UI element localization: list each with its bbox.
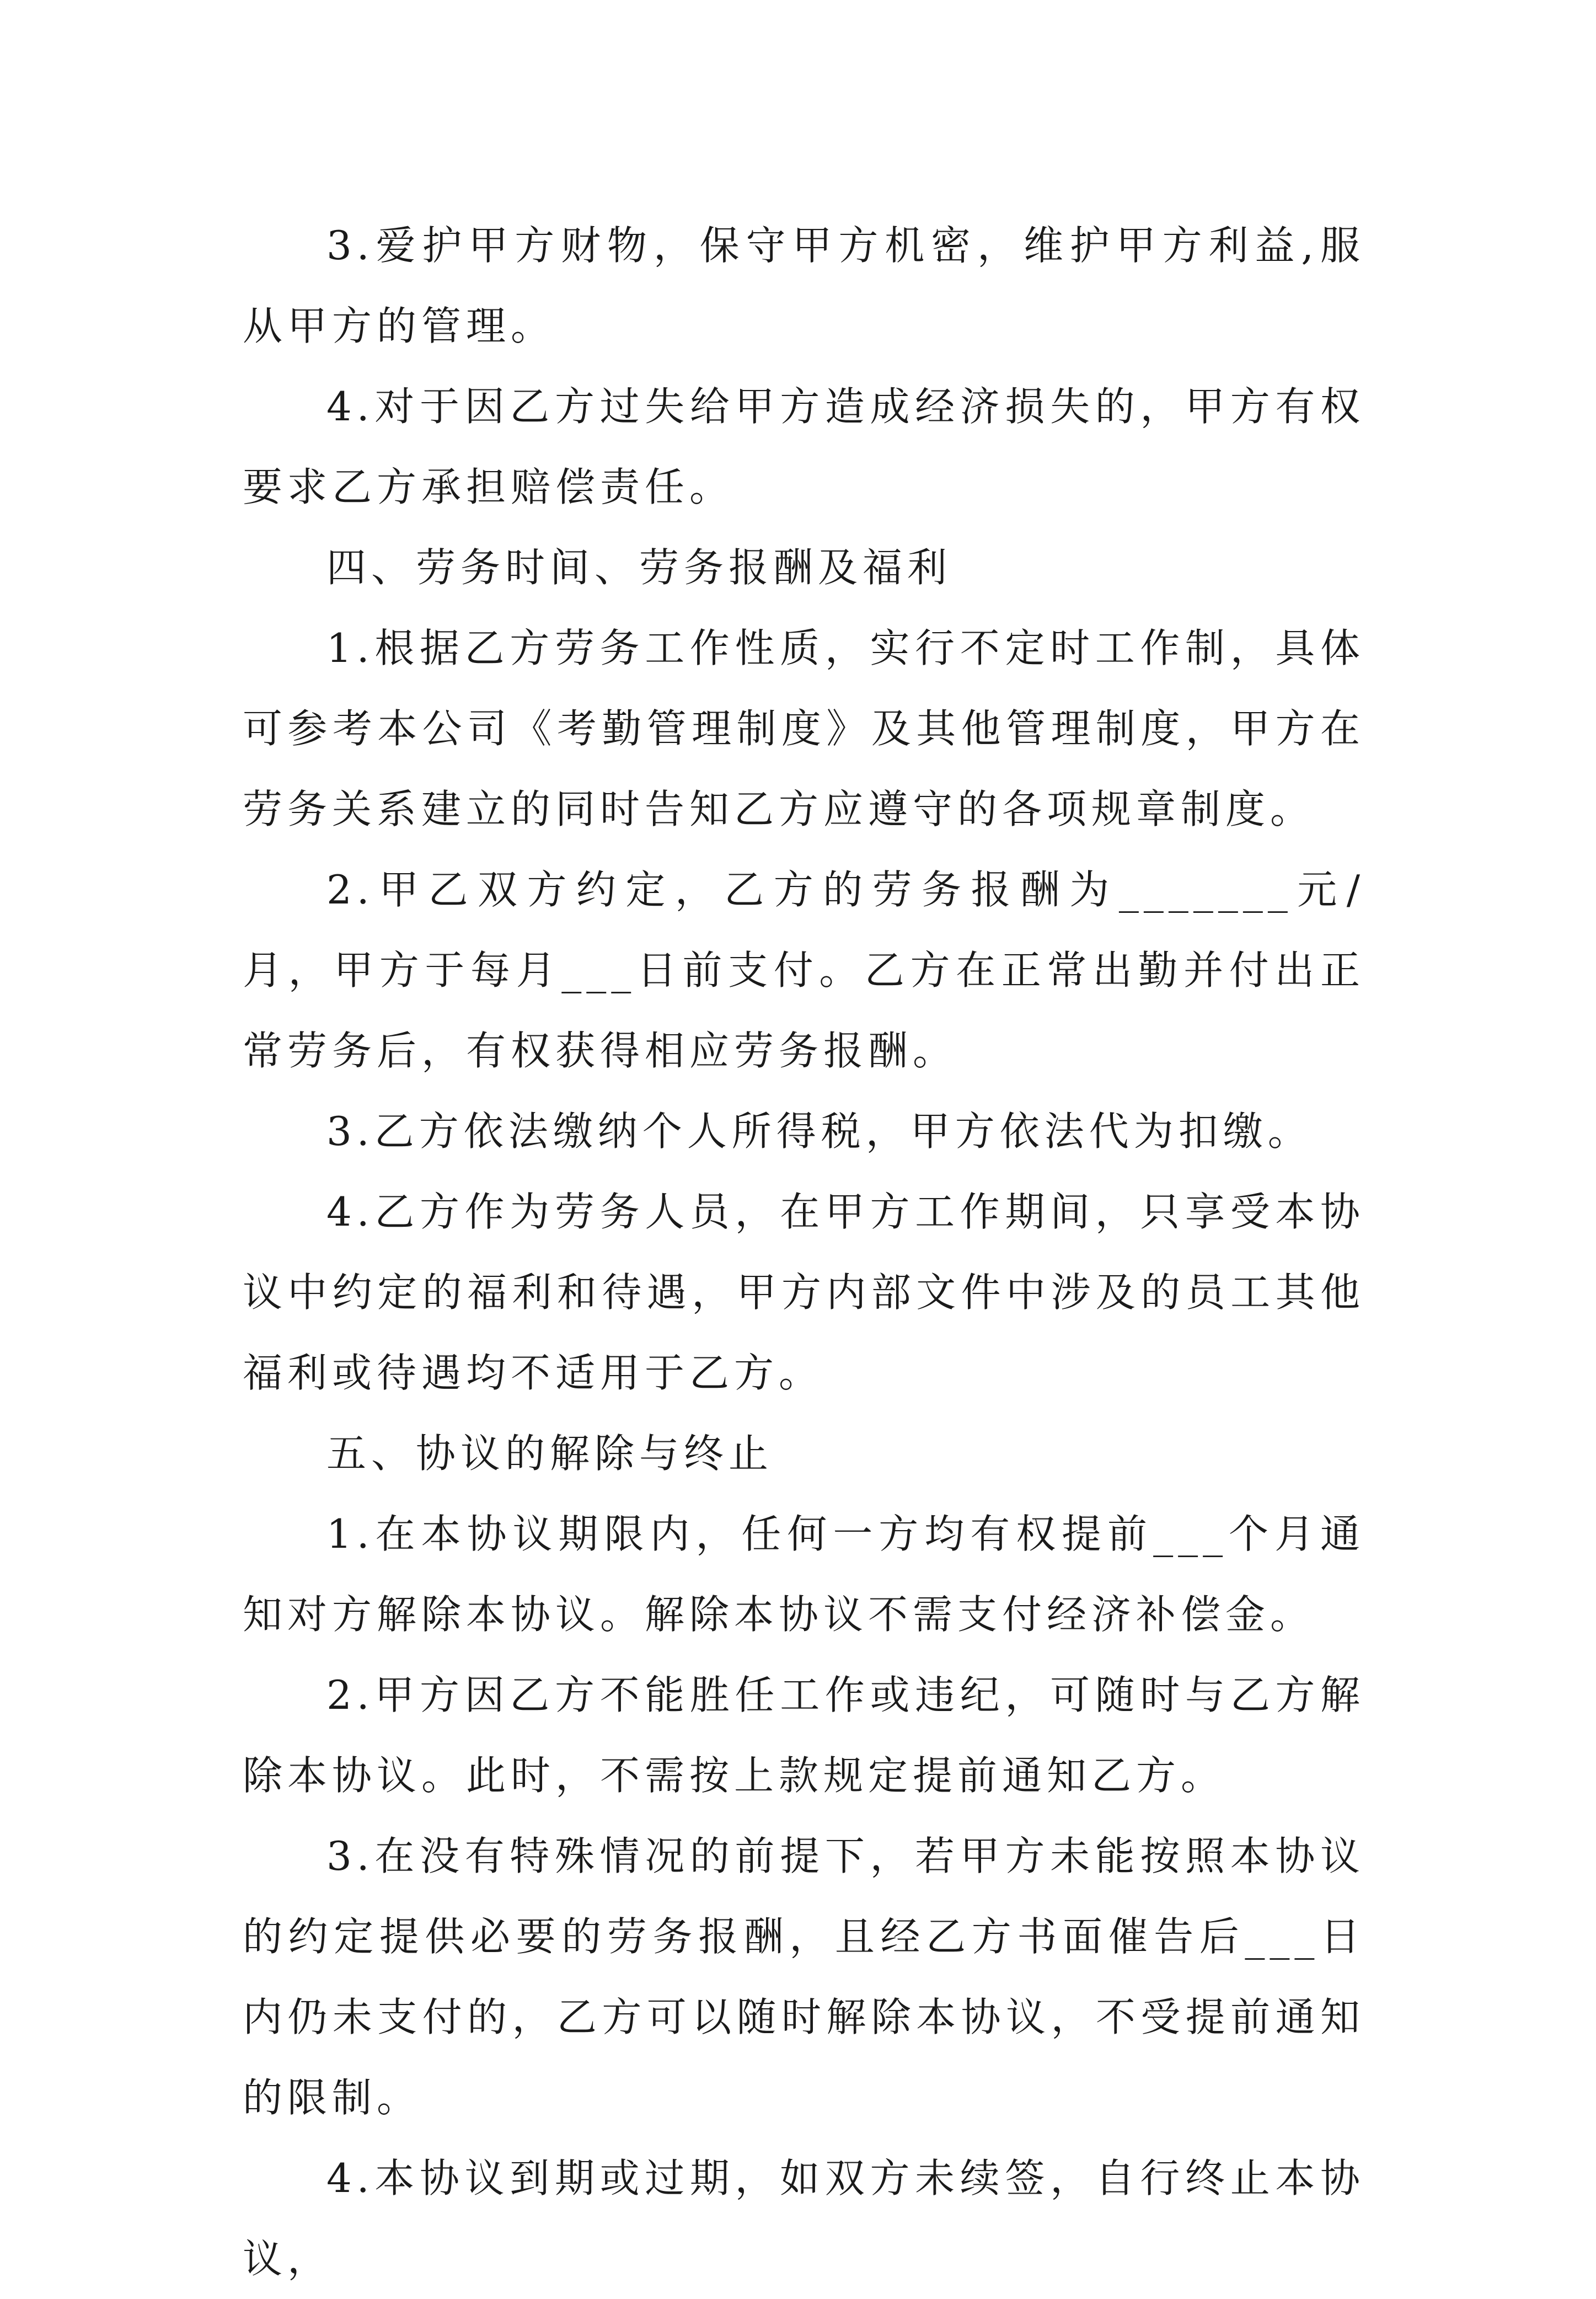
clause-4-3-income-tax: 3.乙方依法缴纳个人所得税，甲方依法代为扣缴。	[326, 1108, 1313, 1154]
clause-5-1-advance-notice: 1.在本协议期限内，任何一方均有权提前___个月通知对方解除本协议。解除本协议不需支付经济补偿金。	[243, 1511, 1365, 1638]
section-heading-5: 五、协议的解除与终止	[326, 1430, 774, 1477]
clause-4-4-benefits: 4.乙方作为劳务人员，在甲方工作期间，只享受本协议中约定的福利和待遇，甲方内部文件中涉及的员工其他福利或待遇均不适用于乙方。	[243, 1189, 1365, 1396]
clause-4-1-working-hours: 1.根据乙方劳务工作性质，实行不定时工作制，具体可参考本公司《考勤管理制度》及其他管理制度，甲方在劳务关系建立的同时告知乙方应遵守的各项规章制度。	[243, 625, 1365, 832]
clause-3-1-protect-property: 3.爱护甲方财物，保守甲方机密，维护甲方利益,服从甲方的管理。	[243, 222, 1365, 349]
clause-5-2-termination-by-party-a: 2.甲方因乙方不能胜任工作或违纪，可随时与乙方解除本协议。此时，不需按上款规定提前通知乙方。	[243, 1672, 1365, 1799]
clause-4-2-remuneration: 2.甲乙双方约定，乙方的劳务报酬为_______元/月，甲方于每月___日前支付。乙方在正常出勤并付出正常劳务后，有权获得相应劳务报酬。	[243, 867, 1365, 1074]
clause-3-2-compensation-liability: 4.对于因乙方过失给甲方造成经济损失的，甲方有权要求乙方承担赔偿责任。	[243, 383, 1365, 510]
section-heading-4: 四、劳务时间、劳务报酬及福利	[326, 544, 952, 591]
document-body	[243, 205, 1365, 2299]
clause-5-3-termination-by-party-b: 3.在没有特殊情况的前提下，若甲方未能按照本协议的约定提供必要的劳务报酬，且经乙方书面催告后___日内仍未支付的，乙方可以随时解除本协议，不受提前通知的限制。	[243, 1833, 1365, 2121]
clause-5-4-expiry: 4.本协议到期或过期，如双方未续签，自行终止本协议，	[243, 2155, 1365, 2282]
